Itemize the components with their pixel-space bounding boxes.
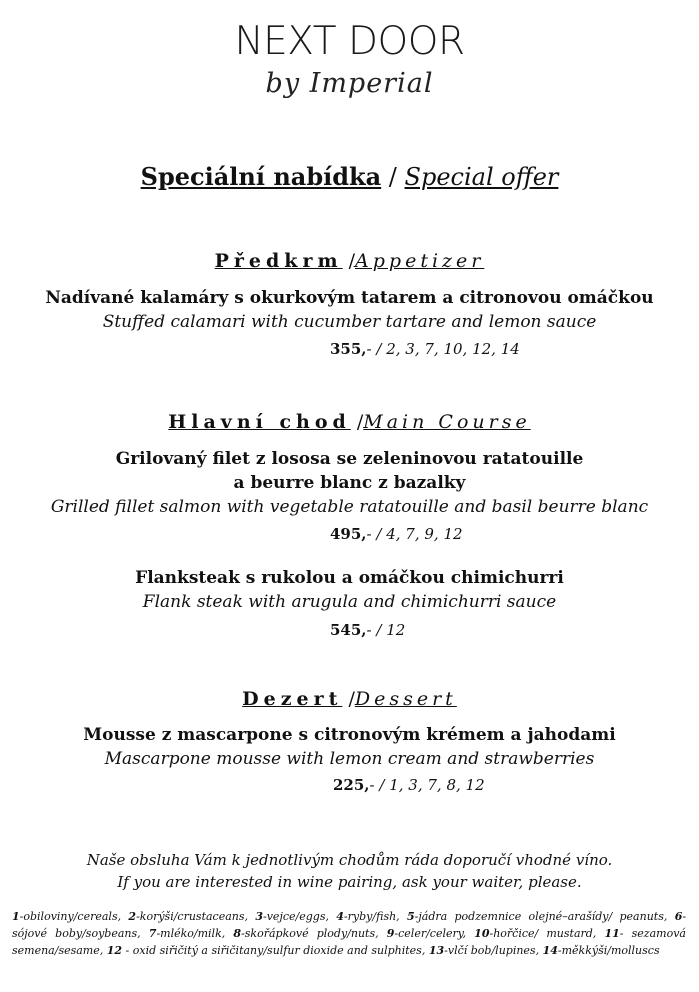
section-dessert [0,686,699,712]
allergen-text: -sójové boby/soybeans, [12,910,687,940]
allergen-text: -skořápkové plody/nuts, [241,927,379,940]
allergen-number: 3 [255,910,263,923]
allergen-item [474,927,596,940]
price-value: 495, [330,525,367,543]
allergen-legend [12,908,686,959]
price-allergens: - / 12 [366,621,406,639]
section-main-en: Main Course [363,411,531,433]
allergen-text: -jádra podzemnice olejné–arašídy/ peanuts, [414,910,668,923]
allergen-text: -hořčice/ mustard, [489,927,597,940]
logo [0,14,699,124]
price-value: 225, [333,776,370,794]
price-allergens: - / 4, 7, 9, 12 [366,525,463,543]
section-appetizer-en: Appetizer [355,250,485,272]
allergen-number: 8 [233,927,242,940]
allergen-text: -měkkýši/molluscs [557,944,660,957]
section-main-sep: / [350,411,364,433]
dish-salmon-price [330,523,630,545]
section-dessert-sep: / [342,688,355,710]
section-dessert-cz: Dezert [242,688,343,710]
wine-note-cz: Naše obsluha Vám k jednotlivým chodům ráda doporučí vhodné víno. [86,851,613,869]
allergen-number: 1 [12,910,20,923]
allergen-number: 4 [336,910,344,923]
logo-main-text: NEXT DOOR [234,19,465,64]
page-title [0,160,699,194]
dish-flanksteak-cz: Flanksteak s rukolou a omáčkou chimichurri [135,568,564,588]
allergen-item [149,927,225,940]
allergen-text: - oxid siřičitý a siřičitany/sulfur dioxide and sulphites, [122,944,426,957]
allergen-text: -obiloviny/cereals, [19,910,122,923]
title-separator: / [381,163,405,191]
section-appetizer-sep: / [342,250,356,272]
allergen-item [336,910,399,923]
allergen-number: 14 [542,944,558,957]
allergen-number: 7 [148,927,157,940]
title-en: Special offer [404,163,559,191]
allergen-item [12,910,121,923]
wine-note-en: If you are interested in wine pairing, ask your waiter, please. [117,873,582,891]
allergen-item [233,927,378,940]
price-allergens: - / 1, 3, 7, 8, 12 [369,776,485,794]
allergen-number: 2 [128,910,137,923]
section-dessert-en: Dessert [354,688,457,710]
section-main-course [0,409,699,435]
allergen-number: 6 [674,910,683,923]
allergen-item [255,910,329,923]
section-main-cz: Hlavní chod [168,411,351,433]
dish-flanksteak-en: Flank steak with arugula and chimichurri sauce [142,592,557,612]
price-value: 545, [330,621,367,639]
allergen-item [387,927,466,940]
title-cz: Speciální nabídka [140,162,382,191]
allergen-text: -celer/celery, [394,927,467,940]
allergen-text: -vejce/eggs, [263,910,329,923]
dish-calamari-cz: Nadívané kalamáry s okurkovým tatarem a citronovou omáčkou [45,288,654,308]
allergen-item [128,910,248,923]
section-appetizer-cz: Předkrm [214,250,343,272]
logo-sub-text: by Imperial [265,68,434,99]
allergen-text: -korýši/crustaceans, [136,910,249,923]
allergen-text: -ryby/fish, [343,910,400,923]
dish-mousse-cz: Mousse z mascarpone s citronovým krémem a jahodami [83,725,616,745]
allergen-item [407,910,667,923]
price-value: 355, [330,340,367,358]
dish-salmon-cz-line1: Grilovaný filet z lososa se zeleninovou ratatouille [115,449,584,469]
allergen-number: 12 [106,944,123,957]
dish-salmon-en: Grilled fillet salmon with vegetable ratatouille and basil beurre blanc [50,497,649,517]
dish-salmon-cz-line2: a beurre blanc z bazalky [233,473,466,493]
allergen-item [107,944,426,957]
allergen-number: 13 [428,944,445,957]
dish-flanksteak-price [330,619,630,641]
allergen-number: 11 [604,927,620,940]
allergen-text: - sezamová semena/sesame, [12,927,686,957]
dish-mousse-en: Mascarpone mousse with lemon cream and strawberries [104,749,595,769]
allergen-item [543,944,660,957]
allergen-number: 5 [407,910,415,923]
allergen-item [429,944,539,957]
allergen-text: -mléko/milk, [156,927,226,940]
dish-calamari-price [330,338,630,360]
allergen-text: -vlčí bob/lupines, [444,944,540,957]
allergen-number: 10 [474,927,490,940]
dish-calamari-en: Stuffed calamari with cucumber tartare and lemon sauce [102,312,597,332]
section-appetizer [0,248,699,274]
dish-mousse-price [333,774,633,796]
price-allergens: - / 2, 3, 7, 10, 12, 14 [366,340,520,358]
allergen-number: 9 [386,927,395,940]
